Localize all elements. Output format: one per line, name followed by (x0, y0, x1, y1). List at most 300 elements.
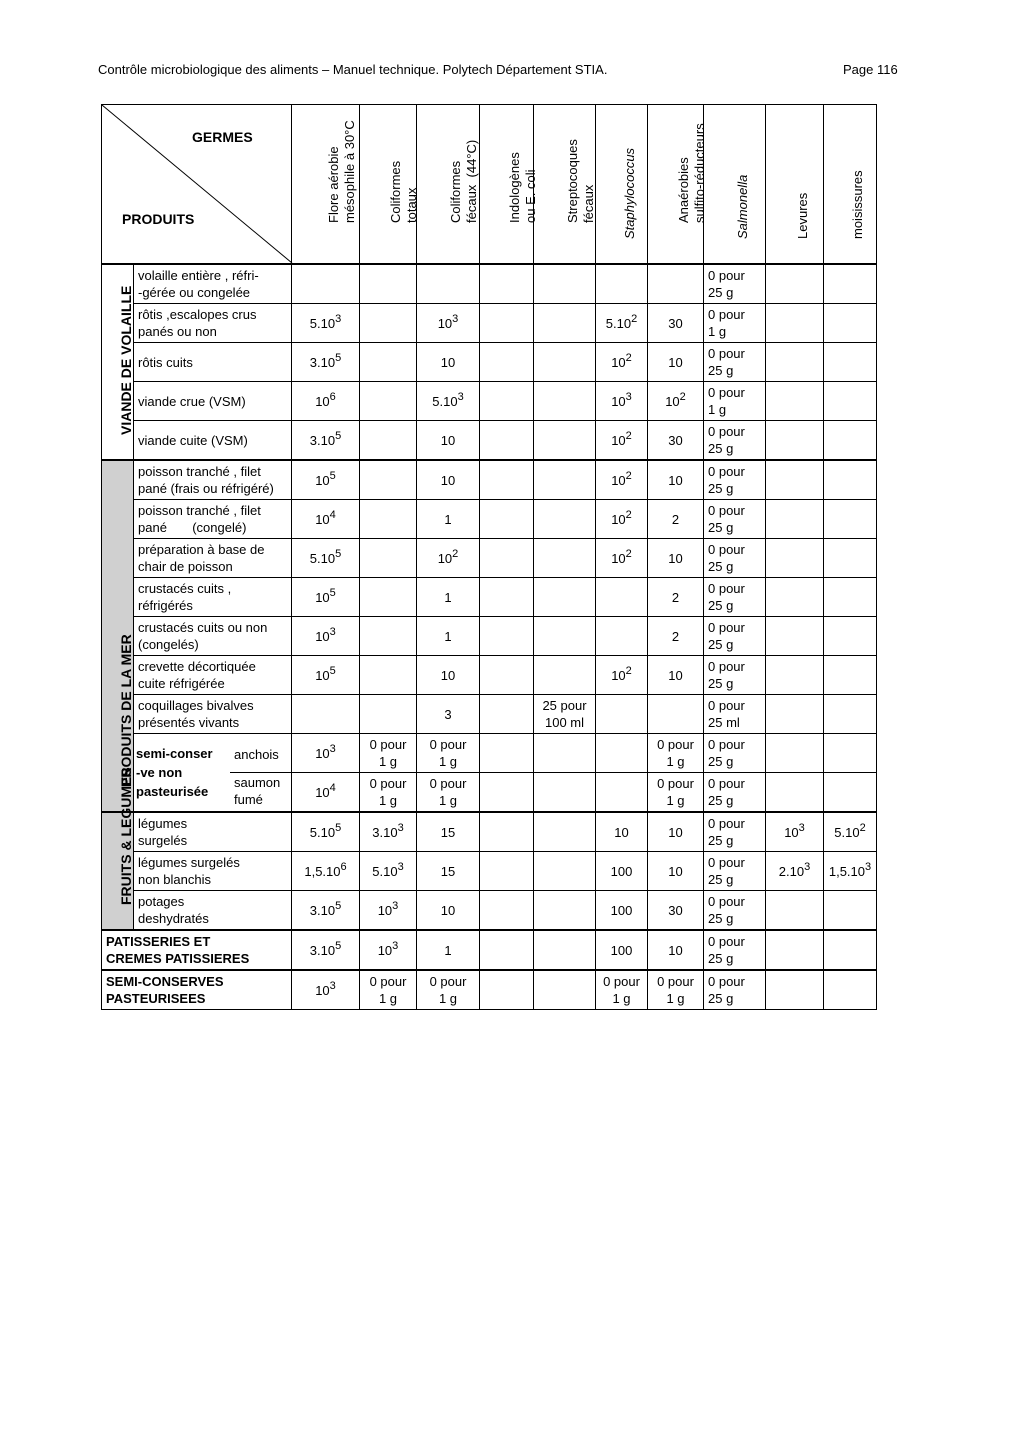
value-cell (824, 891, 877, 931)
table-row (102, 891, 877, 931)
value-cell: 5.10$^3$ (360, 852, 417, 891)
col-salmonella-label: Salmonella (734, 174, 750, 239)
value-cell (480, 852, 534, 891)
value-cell: 15 (417, 852, 480, 891)
value-cell (766, 343, 824, 382)
exponent: 4 (329, 508, 336, 521)
value-cell: 0 pour 25 g (704, 852, 766, 891)
exponent: 3 (329, 742, 336, 755)
value-cell: 10 (417, 343, 480, 382)
value-cell (766, 773, 824, 813)
value-cell (824, 539, 877, 578)
value-cell (480, 891, 534, 931)
value-cell (824, 734, 877, 773)
value-cell: 2 (648, 617, 704, 656)
value-cell: 15 (417, 812, 480, 852)
value-cell (360, 539, 417, 578)
value-cell (824, 930, 877, 970)
value-cell (480, 382, 534, 421)
product-label: crustacés cuits ou non (congelés) (134, 617, 292, 656)
exponent: 2 (679, 390, 686, 403)
value-cell: 10 (417, 421, 480, 461)
exponent: 5 (335, 821, 342, 834)
product-label: viande cuite (VSM) (134, 421, 292, 461)
col-flore-label: Flore aérobie mésophile à 30°C (325, 120, 357, 223)
corner-cell (102, 105, 292, 265)
value-cell: $10^3$ (292, 734, 360, 773)
table-row (102, 500, 877, 539)
value-cell (766, 930, 824, 970)
exponent: 3 (397, 860, 404, 873)
value-cell (824, 343, 877, 382)
exponent: 2 (625, 429, 632, 442)
value-cell (824, 656, 877, 695)
value-cell: 0 pour 25 g (704, 773, 766, 813)
value-cell (534, 773, 596, 813)
value-cell (480, 343, 534, 382)
value-cell: $10^2$ (596, 421, 648, 461)
value-cell (480, 500, 534, 539)
product-label: rôtis cuits (134, 343, 292, 382)
group-fruits-legumes-label: FRUITS & LEGUMES (117, 767, 134, 905)
germes-label: GERMES (192, 129, 253, 145)
value-cell: $10^2$ (596, 460, 648, 500)
exponent: 3 (335, 312, 342, 325)
table-row (102, 264, 877, 304)
value-cell: 0 pour 25 g (704, 539, 766, 578)
value-cell: 30 (648, 421, 704, 461)
product-label: anchois (230, 736, 291, 773)
value-cell (360, 460, 417, 500)
product-label: légumes surgelés non blanchis (134, 852, 292, 891)
product-label: crevette décortiquée cuite réfrigérée (134, 656, 292, 695)
exponent: 5 (335, 939, 342, 952)
value-cell: 0 pour 1 g (417, 734, 480, 773)
value-cell: 1 (417, 930, 480, 970)
exponent: 5 (329, 664, 336, 677)
value-cell (534, 382, 596, 421)
value-cell: 0 pour 1 g (648, 970, 704, 1010)
col-coliformes-totaux (360, 105, 417, 265)
value-cell (480, 264, 534, 304)
value-cell: 0 pour 1 g (704, 382, 766, 421)
product-label: coquillages bivalves présentés vivants (134, 695, 292, 734)
table-row (102, 578, 877, 617)
value-cell: $10^4$ (292, 500, 360, 539)
value-cell: 3.10$^5$ (292, 891, 360, 931)
value-cell: 10 (648, 852, 704, 891)
value-cell: 10 (648, 460, 704, 500)
value-cell: 10 (648, 656, 704, 695)
value-cell: 0 pour 1 g (360, 773, 417, 813)
col-coliformes-totaux-label: Coliformes totaux (388, 160, 419, 223)
table-row (102, 734, 877, 773)
table-row (102, 421, 877, 461)
table-row (102, 382, 877, 421)
value-cell (766, 734, 824, 773)
value-cell: 10 (648, 539, 704, 578)
value-cell (480, 656, 534, 695)
value-cell: $10^2$ (417, 539, 480, 578)
value-cell: 5.10$^2$ (824, 812, 877, 852)
header-row (102, 105, 877, 265)
exponent: 5 (329, 586, 336, 599)
value-cell: $10^5$ (292, 460, 360, 500)
value-cell (534, 656, 596, 695)
value-cell: 10 (648, 930, 704, 970)
value-cell (766, 695, 824, 734)
category-label: PATISSERIES ET CREMES PATISSIERES (102, 930, 292, 970)
value-cell: $10^2$ (596, 343, 648, 382)
value-cell (824, 578, 877, 617)
value-cell: 2 (648, 578, 704, 617)
value-cell (766, 617, 824, 656)
table-row (102, 970, 877, 1010)
value-cell (766, 264, 824, 304)
exponent: 5 (335, 351, 342, 364)
value-cell: 25 pour 100 ml (534, 695, 596, 734)
value-cell (480, 617, 534, 656)
value-cell (596, 695, 648, 734)
col-flore (292, 105, 360, 265)
value-cell (534, 539, 596, 578)
group-volaille (102, 264, 134, 460)
value-cell (480, 930, 534, 970)
value-cell (534, 734, 596, 773)
value-cell: $10^3$ (292, 617, 360, 656)
value-cell (534, 264, 596, 304)
value-cell (534, 970, 596, 1010)
value-cell: 3 (417, 695, 480, 734)
table-row (102, 539, 877, 578)
exponent: 3 (625, 390, 632, 403)
value-cell: 0 pour 25 ml (704, 695, 766, 734)
value-cell (480, 578, 534, 617)
value-cell (360, 343, 417, 382)
value-cell: 0 pour 25 g (704, 264, 766, 304)
value-cell: 0 pour 25 g (704, 500, 766, 539)
value-cell: $10^3$ (360, 891, 417, 931)
col-levures-label: Levures (794, 192, 810, 239)
group-produits-mer-label: PRODUITS DE LA MER (117, 634, 134, 787)
value-cell: 10 (417, 460, 480, 500)
product-label: potages deshydratés (134, 891, 292, 931)
value-cell: 1 (417, 617, 480, 656)
value-cell (534, 460, 596, 500)
running-header: Contrôle microbiologique des aliments – Manuel technique. Polytech Département STIA. (98, 62, 608, 77)
value-cell (360, 500, 417, 539)
value-cell: $10^2$ (596, 656, 648, 695)
value-cell (480, 539, 534, 578)
value-cell: 10 (648, 812, 704, 852)
value-cell: 0 pour 1 g (360, 734, 417, 773)
value-cell (766, 578, 824, 617)
value-cell (480, 734, 534, 773)
value-cell (360, 695, 417, 734)
value-cell: $10^3$ (360, 930, 417, 970)
value-cell: 0 pour 1 g (648, 734, 704, 773)
exponent: 4 (329, 781, 336, 794)
value-cell: 3.10$^5$ (292, 343, 360, 382)
value-cell: $10^2$ (596, 500, 648, 539)
value-cell: 0 pour 25 g (704, 812, 766, 852)
product-label: viande crue (VSM) (134, 382, 292, 421)
value-cell (596, 773, 648, 813)
value-cell (360, 304, 417, 343)
product-label: poisson tranché , filet pané (frais ou réfrigéré) (134, 460, 292, 500)
col-coliformes-fecaux (417, 105, 480, 265)
value-cell: 1 (417, 500, 480, 539)
exponent: 2 (625, 351, 632, 364)
value-cell (480, 812, 534, 852)
value-cell: 1,5.10$^6$ (292, 852, 360, 891)
value-cell (648, 264, 704, 304)
table-row (102, 852, 877, 891)
value-cell (824, 382, 877, 421)
value-cell (480, 304, 534, 343)
col-staphylococcus (596, 105, 648, 265)
value-cell: $10^2$ (648, 382, 704, 421)
col-indologenes (480, 105, 538, 265)
value-cell (824, 970, 877, 1010)
semi-conserve-np-label: semi-conser -ve non pasteurisée (136, 746, 213, 799)
product-label: poisson tranché , filet pané (congelé) (134, 500, 292, 539)
value-cell: 30 (648, 891, 704, 931)
value-cell (534, 617, 596, 656)
col-moisissures (824, 105, 877, 265)
value-cell: 1,5.10$^3$ (824, 852, 877, 891)
value-cell (480, 421, 534, 461)
value-cell (360, 382, 417, 421)
value-cell: 5.10$^3$ (417, 382, 480, 421)
value-cell: 100 (596, 930, 648, 970)
value-cell: 5.10$^5$ (292, 812, 360, 852)
value-cell: 100 (596, 891, 648, 931)
inner-row (134, 736, 291, 773)
value-cell: 10 (596, 812, 648, 852)
table-row (102, 304, 877, 343)
value-cell (824, 304, 877, 343)
value-cell: 1 (417, 578, 480, 617)
value-cell (596, 264, 648, 304)
exponent: 3 (865, 860, 872, 873)
table-row (102, 460, 877, 500)
exponent: 2 (631, 312, 638, 325)
product-label: légumes surgelés (134, 812, 292, 852)
exponent: 6 (329, 390, 336, 403)
table-row (102, 812, 877, 852)
exponent: 3 (329, 979, 336, 992)
col-streptocoques (534, 105, 596, 265)
semi-conserve-inner (134, 736, 291, 809)
col-salmonella (704, 105, 766, 265)
value-cell (824, 695, 877, 734)
value-cell: 0 pour 25 g (704, 460, 766, 500)
value-cell: 0 pour 1 g (417, 773, 480, 813)
value-cell (480, 695, 534, 734)
value-cell (534, 812, 596, 852)
value-cell (766, 656, 824, 695)
value-cell: 10 (417, 656, 480, 695)
value-cell: 3.10$^5$ (292, 930, 360, 970)
page-number: Page 116 (843, 62, 898, 77)
value-cell: $10^3$ (766, 812, 824, 852)
value-cell (534, 343, 596, 382)
value-cell (824, 773, 877, 813)
product-label: saumon fumé (234, 775, 281, 807)
col-staphylococcus-label: Staphylococcus (621, 147, 637, 239)
value-cell (480, 773, 534, 813)
group-volaille-label: VIANDE DE VOLAILLE (117, 285, 134, 435)
value-cell: 10 (648, 343, 704, 382)
value-cell: 0 pour 25 g (704, 891, 766, 931)
exponent: 2 (625, 508, 632, 521)
exponent: 2 (625, 547, 632, 560)
value-cell (766, 382, 824, 421)
value-cell (360, 264, 417, 304)
value-cell: 0 pour 1 g (360, 970, 417, 1010)
exponent: 3 (804, 860, 811, 873)
table-row (102, 695, 877, 734)
value-cell (766, 500, 824, 539)
microbiology-criteria-table (101, 104, 877, 1010)
value-cell: $10^3$ (292, 970, 360, 1010)
exponent: 3 (452, 312, 459, 325)
exponent: 5 (335, 547, 342, 560)
value-cell: 2.10$^3$ (766, 852, 824, 891)
value-cell: 0 pour 25 g (704, 343, 766, 382)
value-cell: $10^3$ (596, 382, 648, 421)
value-cell (292, 695, 360, 734)
exponent: 2 (625, 469, 632, 482)
value-cell (824, 500, 877, 539)
value-cell: 0 pour 1 g (596, 970, 648, 1010)
product-label: volaille entière , réfri- -gérée ou congelée (134, 264, 292, 304)
exponent: 3 (392, 939, 399, 952)
col-indologenes-label: Indologènes ou E. coli (506, 152, 538, 223)
value-cell: 3.10$^5$ (292, 421, 360, 461)
value-cell: 30 (648, 304, 704, 343)
value-cell: 0 pour 25 g (704, 578, 766, 617)
value-cell (824, 617, 877, 656)
value-cell (480, 460, 534, 500)
value-cell: 5.10$^5$ (292, 539, 360, 578)
value-cell: $10^5$ (292, 656, 360, 695)
value-cell (417, 264, 480, 304)
exponent: 3 (798, 821, 805, 834)
value-cell: 0 pour 25 g (704, 970, 766, 1010)
value-cell: $10^5$ (292, 578, 360, 617)
value-cell: $10^4$ (292, 773, 360, 813)
value-cell (534, 852, 596, 891)
value-cell (534, 930, 596, 970)
exponent: 2 (452, 547, 459, 560)
exponent: 3 (397, 821, 404, 834)
value-cell: 0 pour 25 g (704, 734, 766, 773)
table-row (102, 656, 877, 695)
table-row (102, 930, 877, 970)
value-cell: 2 (648, 500, 704, 539)
value-cell: 0 pour 25 g (704, 421, 766, 461)
value-cell (534, 891, 596, 931)
col-coliformes-fecaux-label: Coliformes fécaux (44°C) (448, 139, 479, 223)
value-cell (766, 304, 824, 343)
value-cell (534, 304, 596, 343)
col-anaerobies-label: Anaérobies sulfito-réducteurs (675, 123, 707, 223)
exponent: 3 (392, 899, 399, 912)
value-cell (824, 460, 877, 500)
value-cell (534, 578, 596, 617)
exponent: 6 (340, 860, 347, 873)
exponent: 3 (329, 625, 336, 638)
value-cell (648, 695, 704, 734)
value-cell: 0 pour 25 g (704, 617, 766, 656)
value-cell: 3.10$^3$ (360, 812, 417, 852)
product-label: rôtis ,escalopes crus panés ou non (134, 304, 292, 343)
table-row (102, 343, 877, 382)
value-cell (596, 617, 648, 656)
exponent: 5 (329, 469, 336, 482)
value-cell (360, 656, 417, 695)
group-produits-mer (102, 460, 134, 812)
product-label: crustacés cuits , réfrigérés (134, 578, 292, 617)
col-levures (766, 105, 824, 265)
col-streptocoques-label: Streptocoques fécaux (564, 139, 596, 223)
value-cell: 5.10$^2$ (596, 304, 648, 343)
exponent: 3 (457, 390, 464, 403)
value-cell (766, 421, 824, 461)
value-cell: 100 (596, 852, 648, 891)
col-moisissures-label: moisissures (850, 170, 865, 239)
category-label: SEMI-CONSERVES PASTEURISEES (102, 970, 292, 1010)
value-cell (596, 578, 648, 617)
value-cell: $10^6$ (292, 382, 360, 421)
value-cell (292, 264, 360, 304)
value-cell (360, 578, 417, 617)
product-label: préparation à base de chair de poisson (134, 539, 292, 578)
value-cell (534, 500, 596, 539)
value-cell: 0 pour 1 g (648, 773, 704, 813)
value-cell (360, 421, 417, 461)
value-cell: 0 pour 25 g (704, 930, 766, 970)
exponent: 5 (335, 429, 342, 442)
produits-label: PRODUITS (122, 211, 195, 227)
value-cell: 0 pour 25 g (704, 656, 766, 695)
value-cell (766, 460, 824, 500)
value-cell (824, 421, 877, 461)
group-fruits-legumes (102, 767, 134, 930)
exponent: 5 (335, 899, 342, 912)
exponent: 2 (859, 821, 866, 834)
value-cell (480, 970, 534, 1010)
table-row (102, 617, 877, 656)
value-cell: 0 pour 1 g (704, 304, 766, 343)
value-cell (766, 891, 824, 931)
value-cell (596, 734, 648, 773)
col-anaerobies (648, 105, 707, 265)
exponent: 2 (625, 664, 632, 677)
value-cell: 0 pour 1 g (417, 970, 480, 1010)
value-cell (766, 970, 824, 1010)
value-cell (534, 421, 596, 461)
value-cell (824, 264, 877, 304)
value-cell: $10^2$ (596, 539, 648, 578)
value-cell: 10 (417, 891, 480, 931)
value-cell: $10^3$ (417, 304, 480, 343)
semi-conserve-group (134, 734, 292, 813)
value-cell (766, 539, 824, 578)
value-cell: 5.10$^3$ (292, 304, 360, 343)
